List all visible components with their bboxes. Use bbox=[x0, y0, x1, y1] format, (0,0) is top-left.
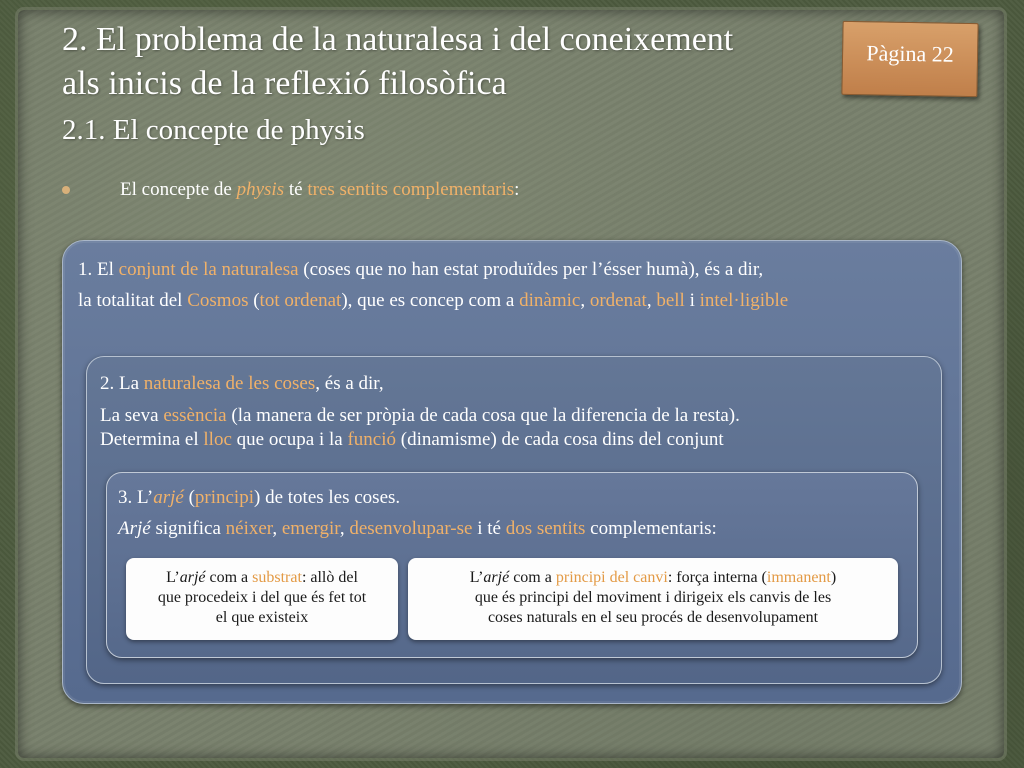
t: complementaris: bbox=[585, 518, 717, 539]
bullet-physis: physis bbox=[236, 179, 285, 200]
card2-line-2: que és principi del moviment i dirigeix els canvis de les bbox=[474, 589, 832, 606]
arje-word: arjé bbox=[483, 569, 510, 586]
t: L’ bbox=[469, 569, 484, 586]
sense-1-line-1 bbox=[78, 258, 763, 282]
hl-lloc: lloc bbox=[203, 429, 232, 450]
slide-subtitle: 2.1. El concepte de physis bbox=[62, 114, 365, 146]
intro-bullet-text bbox=[120, 178, 519, 202]
t: significa bbox=[150, 518, 226, 539]
hl-emergir: emergir bbox=[281, 518, 340, 539]
bullet-post: : bbox=[514, 179, 520, 200]
t: i té bbox=[472, 518, 506, 539]
card2-line-1 bbox=[408, 568, 898, 588]
t: : allò del bbox=[301, 569, 358, 586]
t: ) bbox=[830, 569, 837, 586]
title-line-1: 2. El problema de la naturalesa i del coneixement bbox=[62, 21, 734, 58]
bullet-dot-icon bbox=[62, 186, 70, 194]
bullet-pre: El concepte de bbox=[120, 179, 237, 200]
sense-2-line-2 bbox=[100, 404, 740, 428]
page-tag bbox=[841, 21, 978, 97]
card1-line-1 bbox=[126, 568, 398, 588]
t: ( bbox=[183, 487, 195, 508]
hl-arje: arjé bbox=[153, 487, 184, 508]
hl-bell: bell bbox=[656, 290, 685, 311]
sense-2-line-1 bbox=[100, 372, 384, 396]
t: ( bbox=[248, 290, 260, 311]
t: com a bbox=[509, 569, 556, 586]
t: , és a dir, bbox=[315, 373, 384, 394]
t: (la manera de ser pròpia de cada cosa que la diferencia de la resta). bbox=[226, 405, 740, 426]
sense-3-line-1 bbox=[118, 486, 400, 510]
t: , bbox=[646, 290, 657, 311]
hl-tot-ordenat: tot ordenat bbox=[259, 290, 342, 311]
t: 1. El bbox=[78, 259, 119, 280]
t: com a bbox=[205, 569, 253, 586]
card1-line-3: el que existeix bbox=[215, 609, 309, 626]
hl-immanent: immanent bbox=[766, 569, 831, 586]
arje-principi-canvi-card bbox=[408, 558, 898, 640]
hl-intelligible: intel·ligible bbox=[699, 290, 789, 311]
arje-word: Arjé bbox=[118, 518, 151, 539]
sense-2-line-3 bbox=[100, 428, 724, 452]
t: L’ bbox=[166, 569, 180, 586]
hl-desenvolupar: desenvolupar-se bbox=[349, 518, 473, 539]
t: 2. La bbox=[100, 373, 144, 394]
t: : força interna ( bbox=[667, 569, 767, 586]
hl-dos-sentits: dos sentits bbox=[505, 518, 586, 539]
page-tag-label: Pàgina 22 bbox=[866, 40, 954, 67]
hl-ordenat: ordenat bbox=[589, 290, 647, 311]
t: ), que es concep com a bbox=[341, 290, 520, 311]
hl-essencia: essència bbox=[163, 405, 227, 426]
hl-cosmos: Cosmos bbox=[187, 290, 249, 311]
t: , bbox=[272, 518, 282, 539]
hl-dinamic: dinàmic bbox=[519, 290, 581, 311]
card2-line-3: coses naturals en el seu procés de desenvolupament bbox=[487, 609, 819, 626]
card1-line-2: que procedeix i del que és fet tot bbox=[157, 589, 367, 606]
hl-naturalesa-coses: naturalesa de les coses bbox=[143, 373, 316, 394]
sense-3-line-2 bbox=[118, 517, 717, 541]
hl-conjunt: conjunt de la naturalesa bbox=[118, 259, 299, 280]
t: , bbox=[580, 290, 590, 311]
t: (dinamisme) de cada cosa dins del conjunt bbox=[396, 429, 724, 450]
t: , bbox=[339, 518, 350, 539]
t: la totalitat del bbox=[78, 290, 188, 311]
t: i bbox=[684, 290, 700, 311]
t: (coses que no han estat produïdes per l’ésser humà), és a dir, bbox=[298, 259, 764, 280]
hl-principi: principi bbox=[194, 487, 254, 508]
hl-principi-canvi: principi del canvi bbox=[555, 569, 668, 586]
slide-title bbox=[62, 18, 842, 106]
title-line-2: als inicis de la reflexió filosòfica bbox=[62, 65, 507, 102]
t: 3. L’ bbox=[118, 487, 154, 508]
t: La seva bbox=[100, 405, 164, 426]
hl-substrat: substrat bbox=[252, 569, 302, 586]
t: ) de totes les coses. bbox=[254, 487, 401, 508]
t: que ocupa i la bbox=[231, 429, 348, 450]
sense-1-line-2 bbox=[78, 289, 788, 313]
hl-neixer: néixer bbox=[225, 518, 273, 539]
bullet-mid: té bbox=[284, 179, 308, 200]
hl-funcio: funció bbox=[347, 429, 396, 450]
arje-word: arjé bbox=[179, 569, 206, 586]
t: Determina el bbox=[100, 429, 204, 450]
bullet-highlight: tres sentits complementaris bbox=[307, 179, 515, 200]
arje-substrat-card bbox=[126, 558, 398, 640]
